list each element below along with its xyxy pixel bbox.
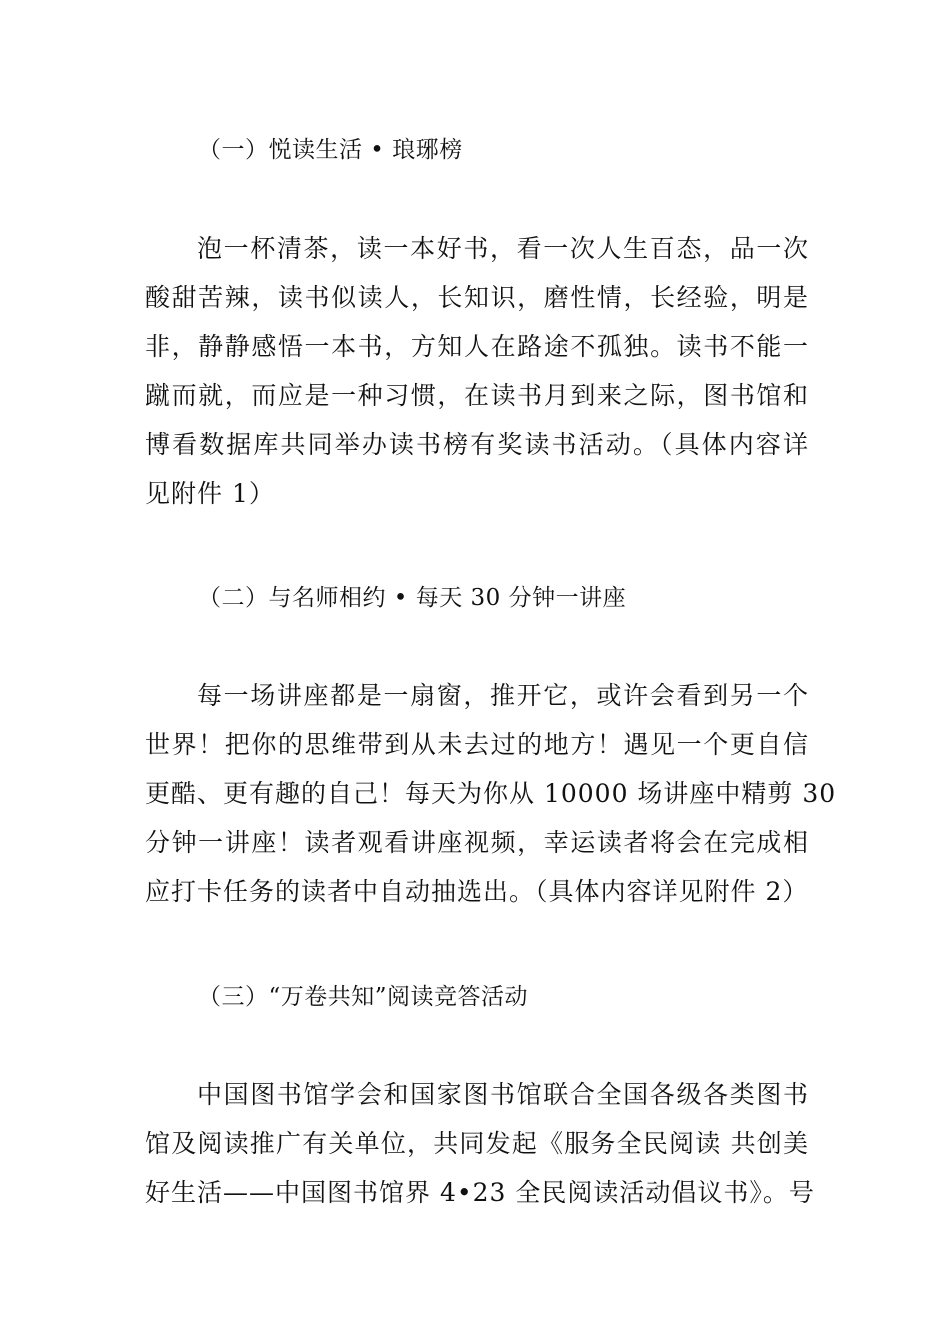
section-1-heading: （一）悦读生活 • 琅琊榜 (198, 137, 463, 163)
section-2-heading: （二）与名师相约 • 每天 30 分钟一讲座 (198, 585, 627, 611)
section-3-paragraph (145, 1070, 815, 1217)
paragraph-line: 世界！把你的思维带到从未去过的地方！遇见一个更自信 (145, 730, 809, 759)
paragraph-line: 酸甜苦辣，读书似读人，长知识，磨性情，长经验，明是 (145, 283, 809, 312)
paragraph-line: 分钟一讲座！读者观看讲座视频，幸运读者将会在完成相 (145, 828, 809, 857)
paragraph-line: 应打卡任务的读者中自动抽选出。（具体内容详见附件 2） (145, 877, 809, 906)
paragraph-line: 每一场讲座都是一扇窗，推开它，或许会看到另一个 (197, 681, 809, 710)
paragraph-line: 更酷、更有趣的自己！每天为你从 10000 场讲座中精剪 30 (145, 779, 837, 808)
paragraph-line: 博看数据库共同举办读书榜有奖读书活动。（具体内容详 (145, 430, 809, 459)
paragraph-line: 馆及阅读推广有关单位，共同发起《服务全民阅读 共创美 (145, 1129, 809, 1158)
section-1-paragraph (145, 224, 809, 518)
section-3-heading: （三）“万卷共知”阅读竞答活动 (198, 984, 529, 1010)
paragraph-line: 泡一杯清茶，读一本好书，看一次人生百态，品一次 (197, 234, 809, 263)
paragraph-line: 蹴而就，而应是一种习惯，在读书月到来之际，图书馆和 (145, 381, 809, 410)
paragraph-line: 非，静静感悟一本书，方知人在路途不孤独。读书不能一 (145, 332, 809, 361)
paragraph-line: 好生活——中国图书馆界 4•23 全民阅读活动倡议书》。号 (145, 1178, 815, 1207)
section-2-paragraph (145, 671, 837, 916)
paragraph-line: 见附件 1） (145, 479, 275, 508)
paragraph-line: 中国图书馆学会和国家图书馆联合全国各级各类图书 (197, 1080, 809, 1109)
